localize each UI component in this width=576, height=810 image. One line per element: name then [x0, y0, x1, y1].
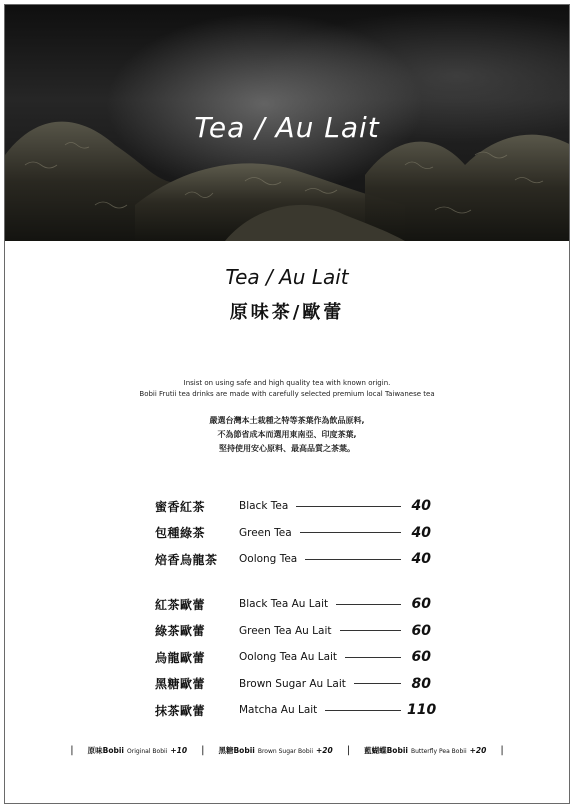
divider: |	[500, 745, 504, 756]
item-name-zh: 包種綠茶	[155, 526, 206, 541]
addon-name-en: Original Bobii	[127, 748, 168, 755]
item-name-zh: 焙香烏龍茶	[155, 552, 218, 567]
intro-en-line: Bobii Frutii tea drinks are made with carefully selected premium local Taiwanese tea	[139, 390, 435, 398]
addon-price: +10	[170, 746, 188, 755]
leader-line	[305, 559, 401, 560]
addon-name-zh: 原味Bobii	[87, 746, 125, 755]
intro-en-line: Insist on using safe and high quality tea with known origin.	[183, 379, 391, 387]
divider: |	[201, 745, 205, 756]
menu-item	[155, 671, 431, 698]
item-name-en: Oolong Tea	[239, 553, 298, 566]
menu-item	[155, 546, 431, 573]
item-name-en: Brown Sugar Au Lait	[239, 677, 346, 690]
addon-footer	[5, 745, 569, 756]
leader-line	[336, 604, 401, 605]
item-name-zh: 黑糖歐蕾	[155, 677, 206, 692]
section-title-zh: 原味茶/歐蕾	[229, 302, 345, 323]
item-name-zh: 紅茶歐蕾	[155, 597, 206, 612]
leader-line	[354, 683, 401, 684]
menu-item	[155, 618, 431, 645]
divider: |	[70, 745, 74, 756]
item-name-en: Green Tea Au Lait	[239, 624, 332, 637]
leader-line	[300, 532, 401, 533]
addon-name-en: Butterfly Pea Bobii	[410, 748, 467, 755]
intro-zh-line: 不為節省成本而選用東南亞、印度茶葉,	[217, 430, 357, 439]
menu-item	[155, 644, 431, 671]
addon-name-zh: 黑糖Bobii	[218, 746, 255, 755]
item-price: 60	[411, 649, 431, 666]
item-name-en: Black Tea	[239, 500, 289, 513]
item-name-en: Matcha Au Lait	[239, 704, 318, 717]
addon-item	[218, 745, 332, 756]
menu-item	[155, 493, 431, 520]
addon-item	[364, 745, 486, 756]
intro-zh-line: 堅持使用安心原料、最高品質之茶葉。	[219, 444, 355, 453]
menu-item	[155, 520, 431, 547]
divider: |	[346, 745, 351, 756]
intro-text-en	[5, 378, 569, 400]
hero-title: Tea / Au Lait	[194, 111, 380, 144]
addon-name-en: Brown Sugar Bobii	[257, 748, 313, 755]
au-lait-menu-list	[155, 591, 437, 724]
menu-item	[155, 697, 437, 724]
menu-item	[155, 591, 431, 618]
item-price: 60	[411, 622, 431, 639]
item-name-zh: 綠茶歐蕾	[155, 624, 206, 639]
item-price: 40	[411, 498, 431, 515]
addon-price: +20	[315, 746, 333, 755]
menu-page	[4, 4, 570, 804]
hero-banner	[5, 5, 569, 241]
intro-text-zh	[5, 414, 569, 456]
item-name-zh: 烏龍歐蕾	[155, 650, 206, 665]
leader-line	[325, 710, 401, 711]
addon-item	[88, 745, 187, 756]
item-price: 80	[411, 675, 431, 692]
leader-line	[296, 506, 401, 507]
tea-menu-list	[155, 493, 431, 573]
addon-name-zh: 藍蝴蝶Bobii	[364, 746, 408, 755]
leader-line	[340, 630, 402, 631]
item-price: 60	[411, 596, 431, 613]
item-name-zh: 蜜香紅茶	[155, 499, 206, 514]
leader-line	[345, 657, 401, 658]
intro-zh-line: 嚴選台灣本土栽種之特等茶葉作為飲品原料,	[209, 416, 365, 425]
item-name-en: Black Tea Au Lait	[239, 598, 329, 611]
item-price: 40	[411, 551, 431, 568]
item-name-zh: 抹茶歐蕾	[155, 703, 206, 718]
item-name-en: Green Tea	[239, 526, 292, 539]
item-price: 40	[411, 524, 431, 541]
item-name-en: Oolong Tea Au Lait	[239, 651, 338, 664]
item-price: 110	[407, 702, 437, 719]
section-title-en: Tea / Au Lait	[225, 265, 349, 289]
addon-price: +20	[469, 746, 487, 755]
